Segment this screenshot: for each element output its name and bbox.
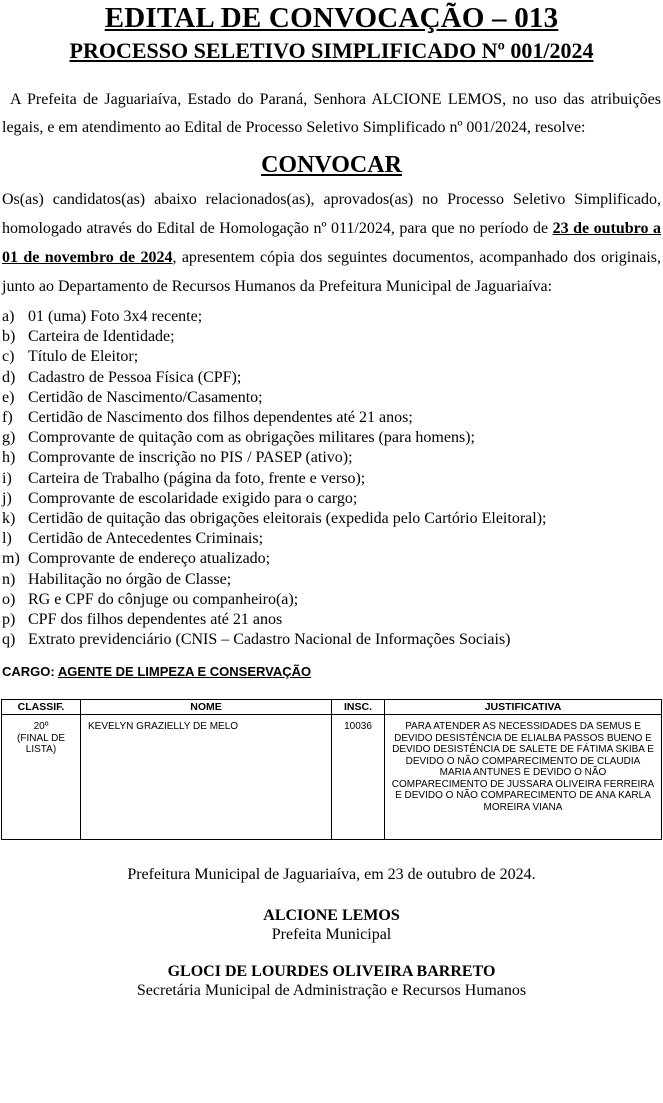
cell-justificativa: PARA ATENDER AS NECESSIDADES DA SEMUS E DEVIDO DESISTÊNCIA DE ELIALBA PASSOS BUENO E DEVIDO DESISTÊNCIA DE SALETE DE FÁTIMA SKIBA E DEVIDO O NÃO COMPARECIMENTO DE CLAUDIA MARIA ANTUNES E DEVIDO O NÃO COMPARECIMENTO DE JUSSARA OLIVEIRA FERREIRA E DEVIDO O NÃO COMPARECIMENTO DE ANA KARLA MOREIRA VIANA [385, 715, 662, 840]
list-item-text: Certidão de quitação das obrigações eleitorais (expedida pelo Cartório Eleitoral); [28, 510, 547, 528]
list-item-letter: f) [2, 409, 13, 427]
list-item-letter: n) [2, 570, 16, 588]
header-nome: NOME [81, 700, 332, 715]
list-item-text: Carteira de Identidade; [28, 328, 175, 346]
list-item-letter: h) [2, 449, 16, 467]
list-item-letter: d) [2, 368, 16, 386]
list-item-letter: m) [2, 550, 20, 568]
list-item [2, 509, 663, 529]
list-item-letter: a) [2, 308, 15, 325]
list-item [2, 489, 663, 509]
list-item [2, 388, 663, 408]
cell-insc: 10036 [332, 715, 385, 840]
cargo-value: AGENTE DE LIMPEZA E CONSERVAÇÃO [57, 664, 312, 680]
cargo-line [2, 664, 663, 680]
list-item-letter: b) [2, 328, 16, 346]
classif-position: 20º [33, 721, 49, 733]
list-item-letter: q) [2, 631, 16, 649]
list-item-letter: j) [2, 489, 12, 507]
header-insc: INSC. [332, 700, 385, 715]
table-header-row [2, 700, 662, 715]
list-item [2, 408, 663, 428]
list-item-text: Extrato previdenciário (CNIS – Cadastro Nacional de Informações Sociais) [28, 631, 511, 649]
list-item [2, 610, 663, 630]
list-item-text: Comprovante de escolaridade exigido para o cargo; [28, 489, 358, 507]
closing-line: Prefeitura Municipal de Jaguariaíva, em 23 de outubro de 2024. [127, 866, 536, 884]
list-item-text: Certidão de Nascimento/Casamento; [28, 388, 263, 406]
list-item-text: 01 (uma) Foto 3x4 recente; [28, 308, 203, 325]
documents-list [0, 307, 663, 650]
list-item-letter: o) [2, 590, 16, 608]
page-title: EDITAL DE CONVOCAÇÃO – 013 [104, 2, 559, 34]
body-paragraph [0, 185, 663, 301]
list-item-letter: p) [2, 611, 16, 629]
cell-classif [2, 715, 81, 840]
list-item [2, 469, 663, 489]
list-item-text: Habilitação no órgão de Classe; [28, 570, 232, 588]
list-item-letter: c) [2, 348, 15, 366]
list-item-text: Certidão de Antecedentes Criminais; [28, 530, 264, 548]
signature-block [0, 907, 663, 945]
list-item-text: Cadastro de Pessoa Física (CPF); [28, 368, 242, 386]
period-dates: 23 de outubro a 01 de novembro de 2024 [2, 220, 661, 266]
body-text-part1: Os(as) candidatos(as) abaixo relacionados(as), aprovados(as) no Processo Seletivo Simplificado, homologado através do Edital de Homologação nº 011/2024, para que no período de [2, 191, 661, 237]
list-item-letter: g) [2, 429, 16, 447]
cell-nome: KEVELYN GRAZIELLY DE MELO [81, 715, 332, 840]
list-item-text: Título de Eleitor; [28, 348, 139, 366]
list-item-text: Carteira de Trabalho (página da foto, frente e verso); [28, 469, 366, 487]
signature-name: ALCIONE LEMOS [263, 907, 400, 925]
list-item [2, 590, 663, 610]
body-text-part2: , apresentem cópia dos seguintes documentos, acompanhado dos originais, junto ao Departamento de Recursos Humanos da Prefeitura Municipal de Jaguariaíva: [2, 249, 661, 295]
page-subtitle: PROCESSO SELETIVO SIMPLIFICADO Nº 001/2024 [69, 38, 594, 63]
list-item-text: Comprovante de quitação com as obrigações militares (para homens); [28, 429, 475, 447]
signature-name: GLOCI DE LOURDES OLIVEIRA BARRETO [167, 963, 496, 981]
candidates-table [1, 699, 662, 840]
list-item [2, 327, 663, 347]
intro-paragraph [0, 86, 663, 142]
list-item-text: Comprovante de endereço atualizado; [28, 550, 271, 568]
classif-note: (FINAL DE LISTA) [17, 732, 65, 756]
list-item [2, 448, 663, 468]
list-item-letter: l) [2, 530, 12, 548]
list-item [2, 529, 663, 549]
list-item [2, 347, 663, 367]
list-item-letter: k) [2, 510, 16, 528]
list-item-text: CPF dos filhos dependentes até 21 anos [28, 611, 283, 629]
list-item [2, 428, 663, 448]
list-item-letter: i) [2, 469, 12, 487]
convocar-heading: CONVOCAR [261, 152, 402, 178]
table-row [2, 715, 662, 840]
signature-role: Secretária Municipal de Administração e Recursos Humanos [136, 982, 527, 1000]
list-item-text: Comprovante de inscrição no PIS / PASEP (ativo); [28, 449, 353, 467]
list-item-text: RG e CPF do cônjuge ou companheiro(a); [28, 590, 299, 608]
cargo-label: CARGO: [2, 664, 55, 680]
list-item-letter: e) [2, 388, 15, 406]
list-item [2, 368, 663, 388]
signature-block [0, 963, 663, 1001]
header-classif: CLASSIF. [2, 700, 81, 715]
list-item [2, 549, 663, 569]
list-item [2, 307, 663, 327]
list-item [2, 630, 663, 650]
signature-role: Prefeita Municipal [271, 926, 392, 944]
list-item [2, 570, 663, 590]
header-justificativa: JUSTIFICATIVA [385, 700, 662, 715]
list-item-text: Certidão de Nascimento dos filhos dependentes até 21 anos; [28, 409, 413, 427]
intro-text: A Prefeita de Jaguariaíva, Estado do Paraná, Senhora ALCIONE LEMOS, no uso das atribuições legais, e em atendimento ao Edital de Processo Seletivo Simplificado nº 001/2024, resolve: [2, 91, 661, 136]
